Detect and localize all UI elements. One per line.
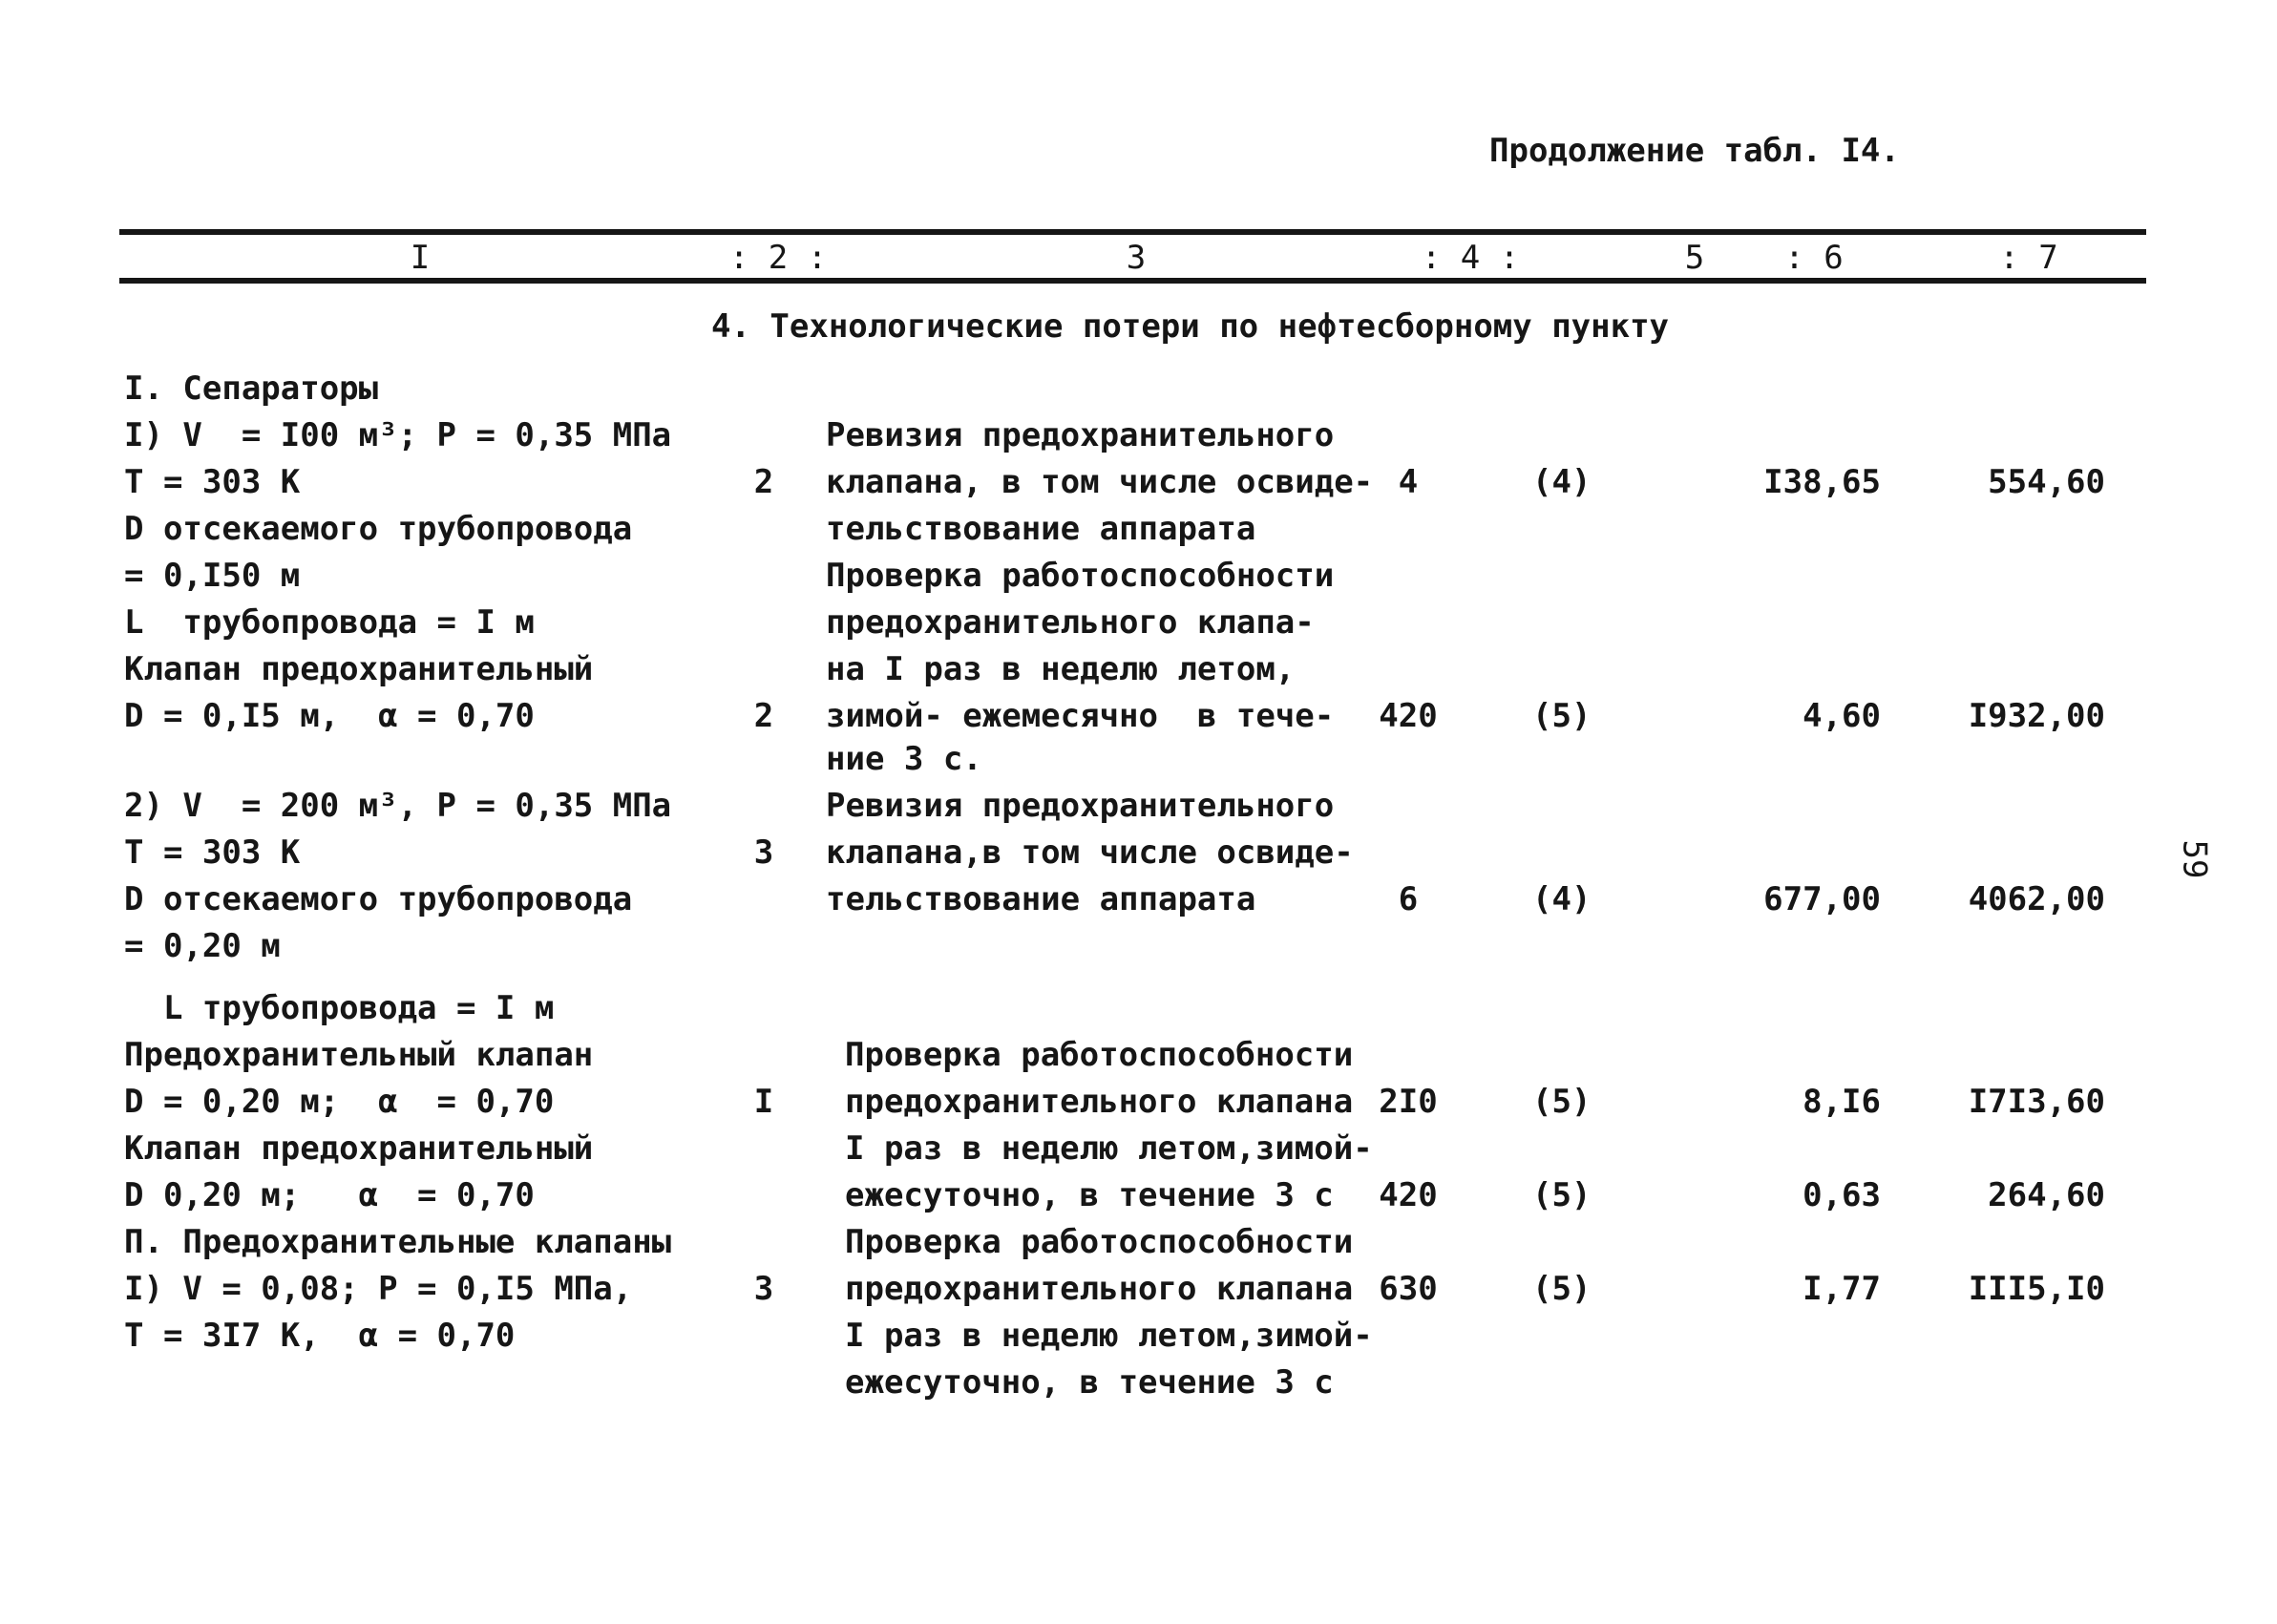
table-row-4-col5: (5) bbox=[1532, 1083, 1592, 1121]
header-col-3: 3 bbox=[1126, 239, 1147, 277]
table-row-6-col4: 630 bbox=[1379, 1270, 1438, 1308]
table-row-2-col5: (5) bbox=[1532, 697, 1592, 735]
col3-line: Проверка работоспособности bbox=[845, 1223, 1354, 1261]
table-row-2-col7: I932,00 bbox=[1968, 697, 2105, 735]
col1-line: D = 0,20 м; α = 0,70 bbox=[124, 1083, 555, 1121]
col3-line: ежесуточно, в течение 3 с bbox=[845, 1363, 1334, 1402]
table-row-3-col4: 6 bbox=[1398, 880, 1419, 918]
col1-line: L трубопровода = I м bbox=[124, 989, 555, 1027]
col3-line: Проверка работоспособности bbox=[845, 1036, 1354, 1074]
col3-line: Ревизия предохранительного bbox=[826, 787, 1335, 825]
table-row-4-col4: 2I0 bbox=[1379, 1083, 1438, 1121]
table-row-2-col4: 420 bbox=[1379, 697, 1438, 735]
table-row-6-col5: (5) bbox=[1532, 1270, 1592, 1308]
header-col-6: : 6 bbox=[1784, 239, 1844, 277]
table-row-1-col6: I38,65 bbox=[1763, 463, 1881, 501]
continuation-label: Продолжение табл. I4. bbox=[1489, 132, 1900, 170]
col1-line: Клапан предохранительный bbox=[124, 1129, 594, 1168]
col1-line: = 0,I50 м bbox=[124, 557, 301, 595]
col1-line: = 0,20 м bbox=[124, 927, 281, 965]
col2-value: 2 bbox=[753, 697, 774, 735]
col1-line: T = 303 K bbox=[124, 463, 301, 501]
col3-line: Проверка работоспособности bbox=[826, 557, 1335, 595]
col1-line: D отсекаемого трубопровода bbox=[124, 880, 633, 918]
table-row-5-col4: 420 bbox=[1379, 1176, 1438, 1214]
table-row-6-col7: III5,I0 bbox=[1968, 1270, 2105, 1308]
col3-line: тельствование аппарата bbox=[826, 880, 1256, 918]
table-row-4-col7: I7I3,60 bbox=[1968, 1083, 2105, 1121]
col1-line: D = 0,I5 м, α = 0,70 bbox=[124, 697, 535, 735]
col3-line: Ревизия предохранительного bbox=[826, 416, 1335, 454]
table-row-1-col5: (4) bbox=[1532, 463, 1592, 501]
table-row-5-col5: (5) bbox=[1532, 1176, 1592, 1214]
col3-line: ежесуточно, в течение 3 с bbox=[845, 1176, 1334, 1214]
col1-line: I) V = 0,08; P = 0,I5 МПа, bbox=[124, 1270, 633, 1308]
col3-line: клапана, в том числе освиде- bbox=[826, 463, 1374, 501]
col2-value: I bbox=[753, 1083, 774, 1121]
table-row-6-col6: I,77 bbox=[1803, 1270, 1881, 1308]
col3-line: клапана,в том числе освиде- bbox=[826, 833, 1354, 872]
col1-line: I. Сепараторы bbox=[124, 369, 379, 408]
header-col-4: : 4 : bbox=[1421, 239, 1520, 277]
table-row-3-col7: 4062,00 bbox=[1968, 880, 2105, 918]
col3-line: тельствование аппарата bbox=[826, 510, 1256, 548]
col1-line: Клапан предохранительный bbox=[124, 650, 594, 688]
col1-line: D отсекаемого трубопровода bbox=[124, 510, 633, 548]
table-header-row bbox=[119, 239, 2146, 277]
col1-line: Предохранительный клапан bbox=[124, 1036, 594, 1074]
table-row-5-col6: 0,63 bbox=[1803, 1176, 1881, 1214]
table-row-3-col5: (4) bbox=[1532, 880, 1592, 918]
col2-value: 3 bbox=[753, 833, 774, 872]
section-title: 4. Технологические потери по нефтесборному пункту bbox=[711, 307, 1670, 346]
header-col-5: 5 bbox=[1684, 239, 1705, 277]
table-top-rule bbox=[119, 229, 2146, 235]
col1-line: 2) V = 200 м³, P = 0,35 МПа bbox=[124, 787, 672, 825]
col3-line: предохранительного клапана bbox=[845, 1270, 1354, 1308]
header-col-7: : 7 bbox=[1999, 239, 2058, 277]
col3-line: на I раз в неделю летом, bbox=[826, 650, 1296, 688]
col2-value: 2 bbox=[753, 463, 774, 501]
col3-line: предохранительного клапа- bbox=[826, 603, 1315, 642]
table-row-1-col4: 4 bbox=[1398, 463, 1419, 501]
table-row-2-col6: 4,60 bbox=[1803, 697, 1881, 735]
header-col-2: : 2 : bbox=[728, 239, 828, 277]
page-number: 59 bbox=[2175, 839, 2214, 879]
col3-line: ние 3 с. bbox=[826, 740, 982, 778]
col3-line: I раз в неделю летом,зимой- bbox=[845, 1129, 1373, 1168]
header-col-1: I bbox=[410, 239, 431, 277]
col1-line: T = 3I7 K, α = 0,70 bbox=[124, 1317, 516, 1355]
table-row-3-col6: 677,00 bbox=[1763, 880, 1881, 918]
col3-line: зимой- ежемесячно в тече- bbox=[826, 697, 1335, 735]
col1-line: I) V = I00 м³; P = 0,35 МПа bbox=[124, 416, 672, 454]
table-header-rule bbox=[119, 278, 2146, 284]
table-row-1-col7: 554,60 bbox=[1988, 463, 2105, 501]
col3-line: I раз в неделю летом,зимой- bbox=[845, 1317, 1373, 1355]
col1-line: П. Предохранительные клапаны bbox=[124, 1223, 672, 1261]
table-row-4-col6: 8,I6 bbox=[1803, 1083, 1881, 1121]
col2-value: 3 bbox=[753, 1270, 774, 1308]
col1-line: L трубопровода = I м bbox=[124, 603, 535, 642]
table-row-5-col7: 264,60 bbox=[1988, 1176, 2105, 1214]
col1-line: D 0,20 м; α = 0,70 bbox=[124, 1176, 535, 1214]
col3-line: предохранительного клапана bbox=[845, 1083, 1354, 1121]
col1-line: T = 303 K bbox=[124, 833, 301, 872]
